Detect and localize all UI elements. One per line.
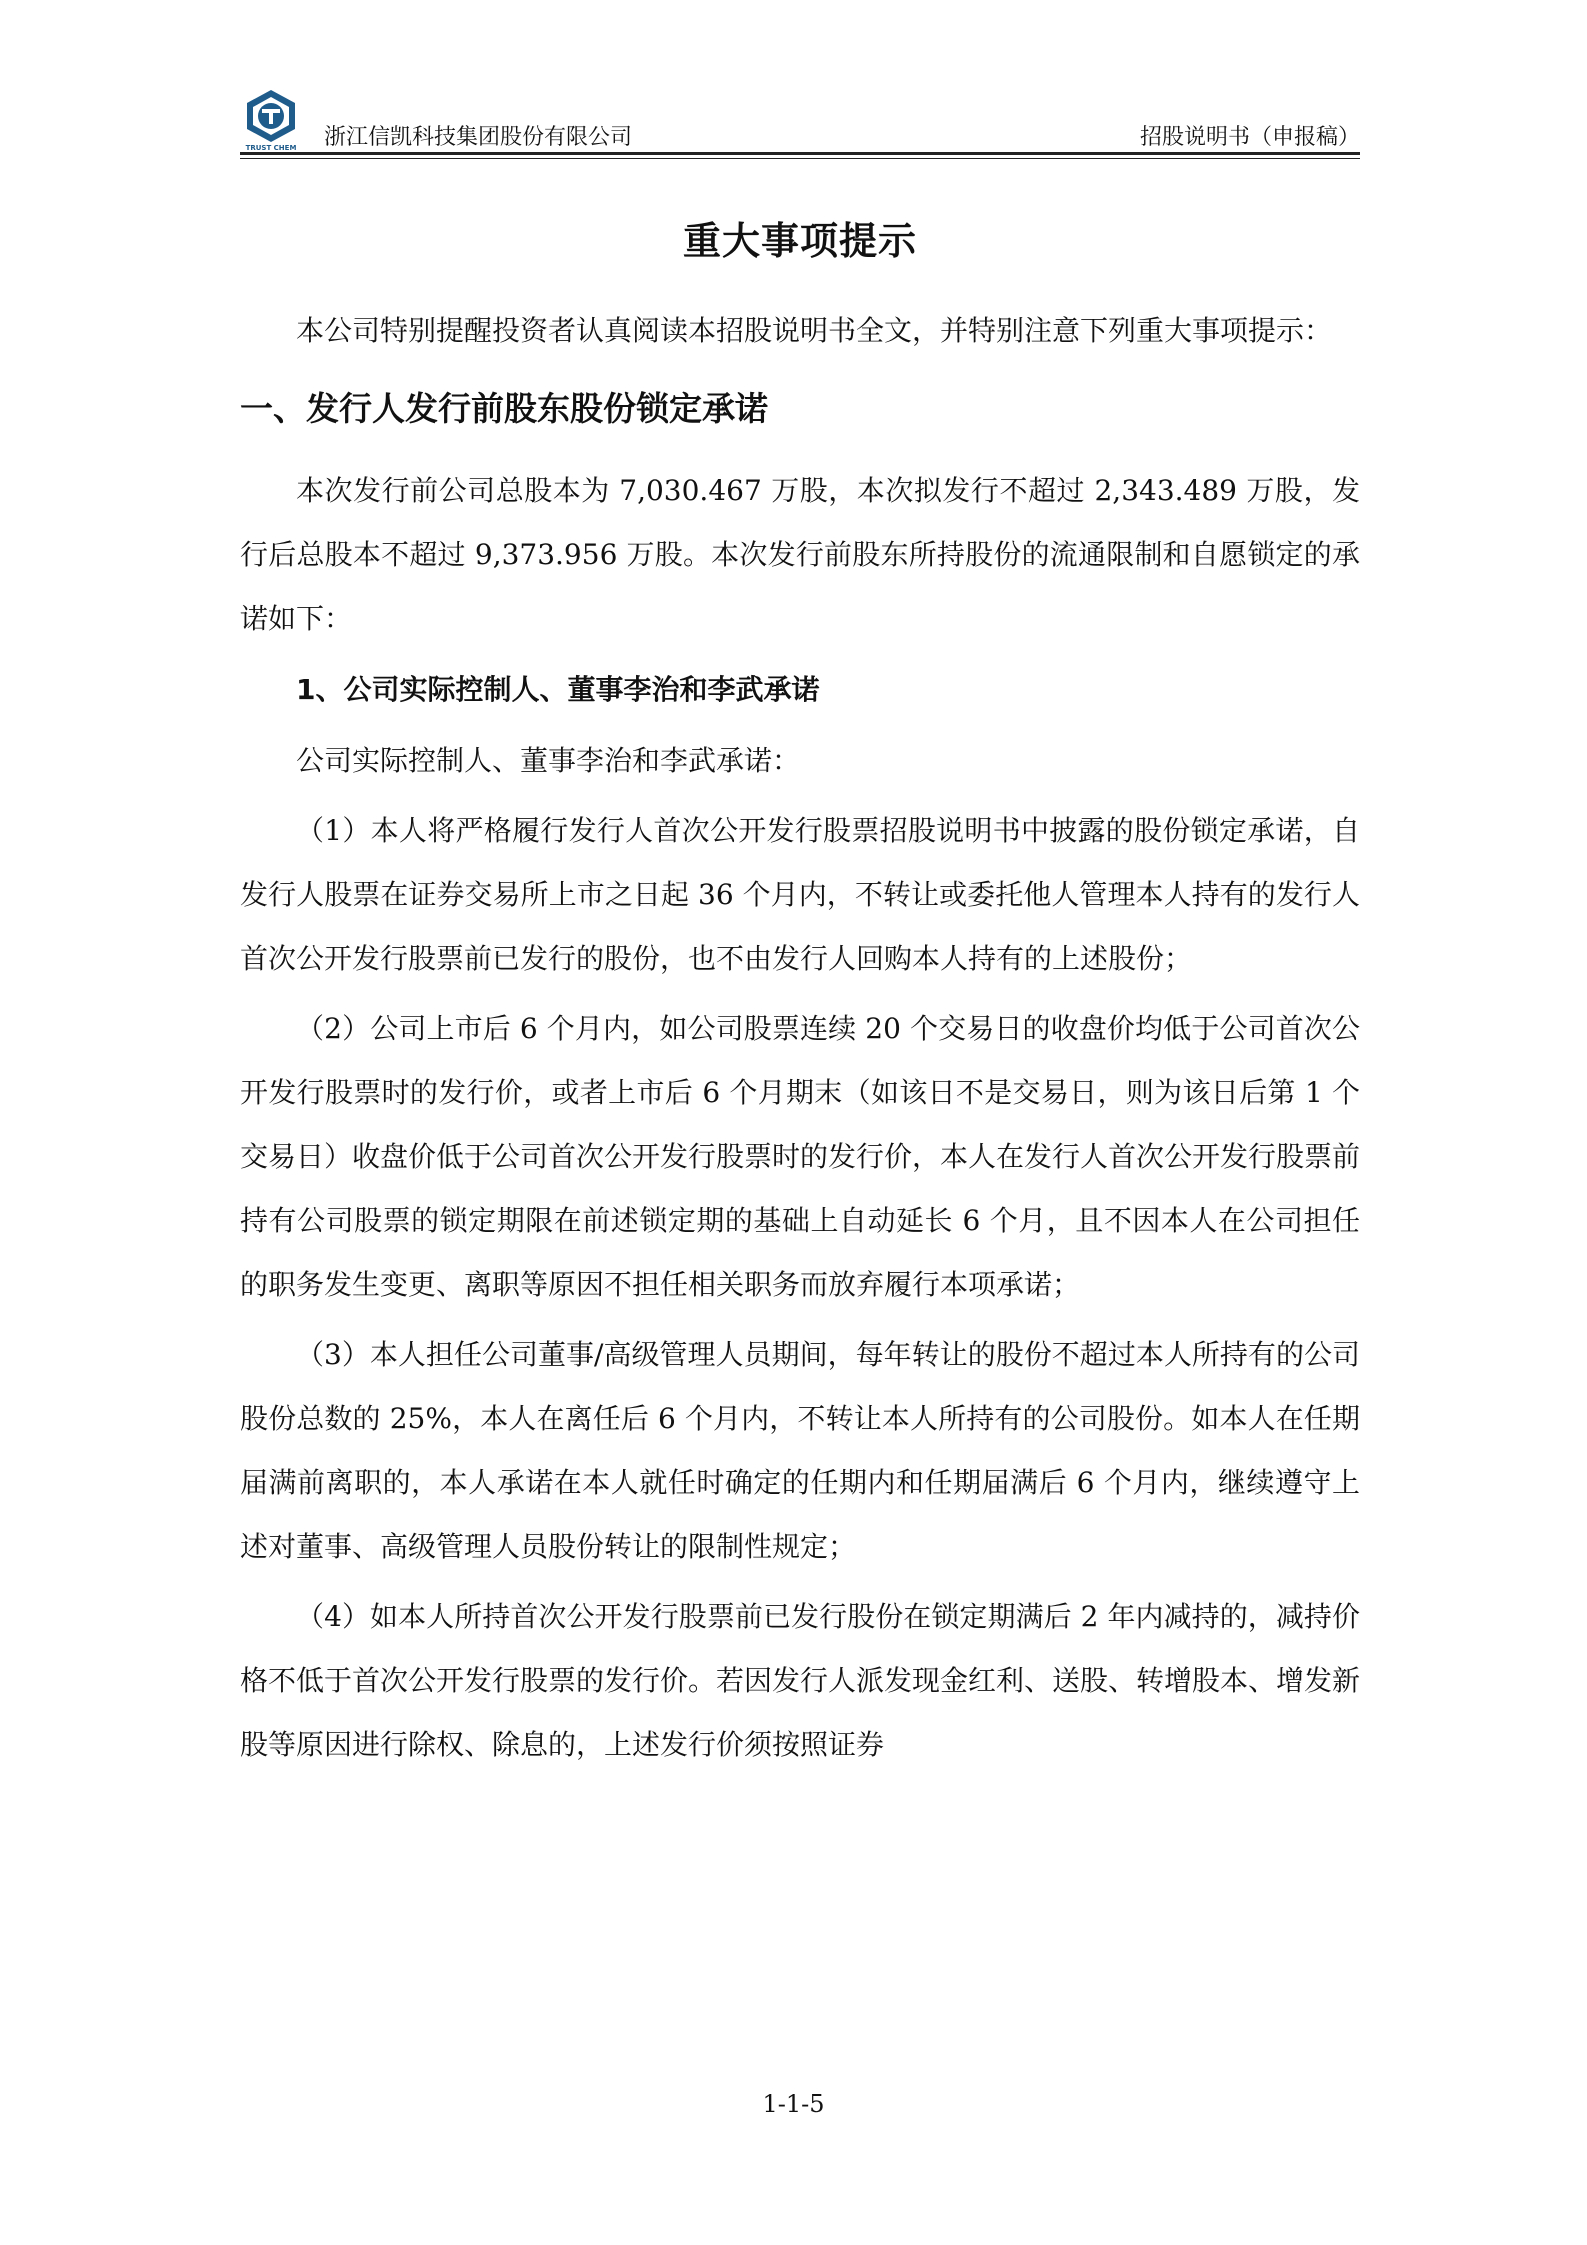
section-1-paragraph: 本次发行前公司总股本为 7,030.467 万股，本次拟发行不超过 2,343.489 万股，发行后总股本不超过 9,373.956 万股。本次发行前股东所持股份的流通限制和自愿锁定的承诺如下：	[240, 474, 1360, 635]
trust-chem-logo	[240, 88, 302, 152]
company-name: 浙江信凯科技集团股份有限公司	[324, 125, 633, 150]
header-rule-thick	[240, 152, 1360, 155]
intro-paragraph: 本公司特别提醒投资者认真阅读本招股说明书全文，并特别注意下列重大事项提示：	[296, 314, 1333, 347]
commitment-item-2: （2）公司上市后 6 个月内，如公司股票连续 20 个交易日的收盘价均低于公司首次公开发行股票时的发行价，或者上市后 6 个月期末（如该日不是交易日，则为该日后第 1 个交易日）收盘价低于公司首次公开发行股票时的发行价，本人在发行人首次公开发行股票前持有公司股票的锁定期限在前述锁定期的基础上自动延长 6 个月，且不因本人在公司担任的职务发生变更、离职等原因不担任相关职务而放弃履行本项承诺；	[240, 1012, 1361, 1301]
commitment-item-1: （1）本人将严格履行发行人首次公开发行股票招股说明书中披露的股份锁定承诺，自发行人股票在证券交易所上市之日起 36 个月内，不转让或委托他人管理本人持有的发行人首次公开发行股票前已发行的股份，也不由发行人回购本人持有的上述股份；	[240, 814, 1360, 975]
document-type: 招股说明书（申报稿）	[1139, 125, 1360, 150]
section-1-heading: 一、发行人发行前股东股份锁定承诺	[240, 389, 768, 428]
subsection-1-heading: 1、公司实际控制人、董事李治和李武承诺	[296, 673, 820, 706]
commitment-item-4: （4）如本人所持首次公开发行股票前已发行股份在锁定期满后 2 年内减持的，减持价格不低于首次公开发行股票的发行价。若因发行人派发现金红利、送股、转增股本、增发新股等原因进行除权、除息的，上述发行价须按照证券	[240, 1600, 1361, 1761]
page-body	[240, 200, 1360, 1783]
header-rule-thin	[240, 158, 1360, 159]
page-number: 1-1-5	[762, 2090, 825, 2118]
commitment-item-3: （3）本人担任公司董事/高级管理人员期间，每年转让的股份不超过本人所持有的公司股份总数的 25%，本人在离任后 6 个月内，不转让本人所持有的公司股份。如本人在任期届满前离职的，本人承诺在本人就任时确定的任期内和任期届满后 6 个月内，继续遵守上述对董事、高级管理人员股份转让的限制性规定；	[240, 1338, 1360, 1563]
subsection-1-lead: 公司实际控制人、董事李治和李武承诺：	[296, 744, 801, 777]
logo-text: TRUST CHEM	[245, 144, 297, 152]
page-title: 重大事项提示	[682, 219, 917, 263]
page-header	[240, 78, 1360, 152]
